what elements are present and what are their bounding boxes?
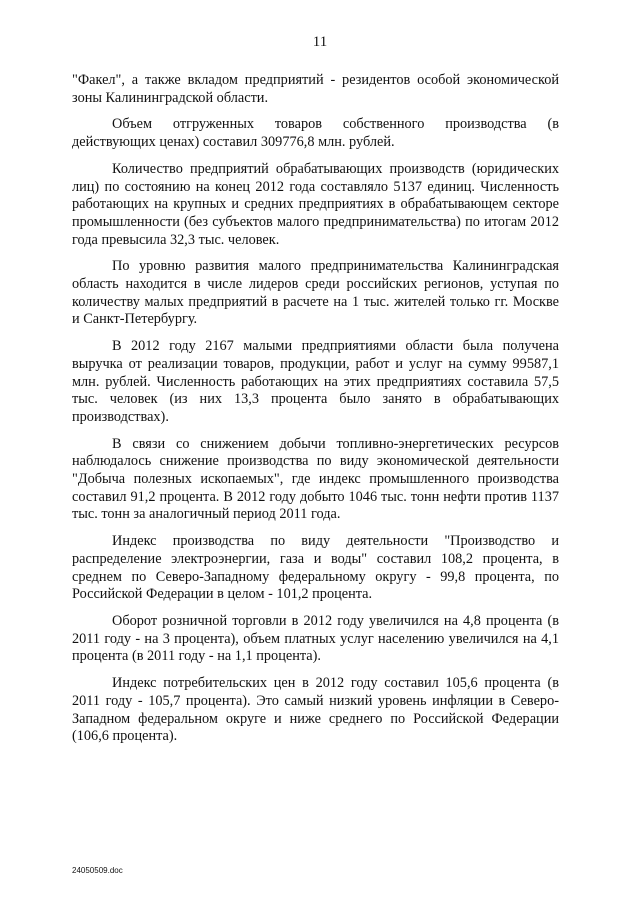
page-number: 11 (312, 34, 328, 50)
paragraph-small-business-ranking: По уровню развития малого предпринимательства Калининградская область находится в числе лидеров среди российских регионов, уступая по количеству малых предприятий в расчете на 1 тыс. жителей только гг. Москве и Санкт-Петербургу. (72, 258, 559, 328)
paragraph-shipped-goods: Объем отгруженных товаров собственного производства (в действующих ценах) составил 309776,8 млн. рублей. (72, 116, 559, 151)
paragraph-consumer-prices: Индекс потребительских цен в 2012 году составил 105,6 процента (в 2011 году - 105,7 процента). Это самый низкий уровень инфляции в Северо-Западном федеральном округе и ниже среднего по Российской Федерации (106,6 процента). (72, 675, 559, 745)
paragraph-utilities-index: Индекс производства по виду деятельности "Производство и распределение электроэнергии, газа и воды" составил 108,2 процента, в среднем по Северо-Западному федеральному округу - 99,8 процента, по Российской Федерации в целом - 101,2 процента. (72, 533, 559, 603)
file-code: 24050509.doc (72, 866, 123, 875)
document-body (72, 72, 559, 755)
paragraph-small-business-revenue: В 2012 году 2167 малыми предприятиями области была получена выручка от реализации товаров, продукции, работ и услуг на сумму 99587,1 млн. рублей. Численность работающих на этих предприятиях составила 57,5 тыс. человек (из них 13,3 процента было занято в обрабатывающих производствах). (72, 338, 559, 425)
paragraph-manufacturing-enterprises: Количество предприятий обрабатывающих производств (юридических лиц) по состоянию на конец 2012 года составляло 5137 единиц. Численность работающих на крупных и средних предприятиях в обрабатывающем секторе промышленности (без субъектов малого предпринимательства) по итогам 2012 года превысила 32,3 тыс. человек. (72, 160, 559, 248)
paragraph-mining: В связи со снижением добычи топливно-энергетических ресурсов наблюдалось снижение производства по виду экономической деятельности "Добыча полезных ископаемых", где индекс промышленного производства составил 91,2 процента. В 2012 году добыто 1046 тыс. тонн нефти против 1137 тыс. тонн за аналогичный период 2011 года. (72, 435, 559, 523)
paragraph-retail-turnover: Оборот розничной торговли в 2012 году увеличился на 4,8 процента (в 2011 году - на 3 процента), объем платных услуг населению увеличился на 4,1 процента (в 2011 году - на 1,1 процента). (72, 612, 559, 665)
paragraph-continuation: "Факел", а также вкладом предприятий - резидентов особой экономической зоны Калининградской области. (72, 72, 559, 106)
